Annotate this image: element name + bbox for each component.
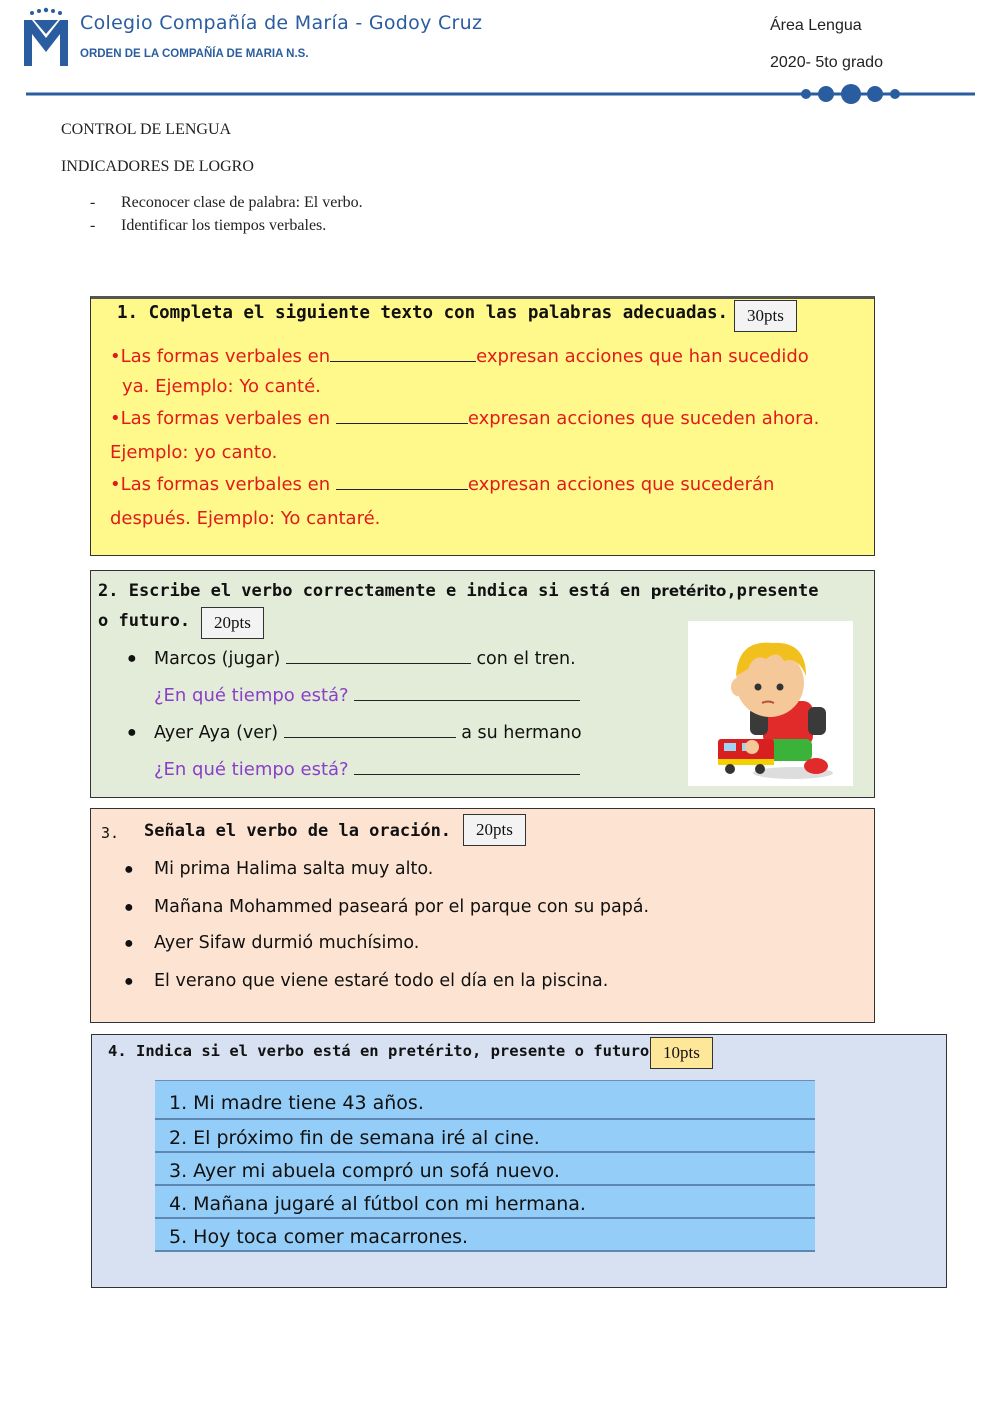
exercise-1-box [90,296,875,556]
school-order: ORDEN DE LA COMPAÑÍA DE MARIA N.S. [80,48,309,60]
answer-blank[interactable] [284,737,456,738]
answer-blank[interactable] [336,489,468,490]
table-row[interactable]: 2. El próximo fin de semana iré al cine. [155,1120,815,1153]
exercise-1-points: 30pts [734,300,797,332]
indicator-item: Reconocer clase de palabra: El verbo. [121,194,363,211]
answer-blank[interactable] [286,663,471,664]
school-grade: 2020- 5to grado [770,54,883,71]
sentence-line: ya. Ejemplo: Yo canté. [122,376,321,397]
exercise-3-box [90,808,875,1023]
dash-marker: - [90,217,96,234]
bullet-dot: ● [124,899,134,916]
exercise-3-number: 3. [101,824,120,842]
school-name: Colegio Compañía de María - Godoy Cruz [80,12,483,34]
dash-marker: - [90,194,96,211]
exercise-3-points: 20pts [463,814,526,846]
answer-blank[interactable] [354,700,580,701]
table-row[interactable]: 3. Ayer mi abuela compró un sofá nuevo. [155,1153,815,1186]
exercise-1-title: 1. Completa el siguiente texto con las palabras adecuadas. [117,303,729,323]
bullet-dot: ● [127,650,137,667]
answer-blank[interactable] [330,361,476,362]
sentence-item[interactable]: Mañana Mohammed paseará por el parque con su papá. [154,897,650,917]
school-logo-icon [20,6,72,70]
sentence-item[interactable]: Ayer Sifaw durmió muchísimo. [154,933,420,953]
bullet-dot: ● [124,973,134,990]
sentence-line: •Las formas verbales en expresan acciones que sucederán [110,474,775,495]
page-title: CONTROL DE LENGUA [61,121,232,138]
answer-blank[interactable] [354,774,580,775]
table-row[interactable]: 4. Mañana jugaré al fútbol con mi hermana. [155,1186,815,1219]
indicator-item: Identificar los tiempos verbales. [121,217,327,234]
boy-playing-train-icon [688,621,853,786]
verb-item: Ayer Aya (ver) a su hermano [154,723,582,743]
verb-item: Marcos (jugar) con el tren. [154,649,576,669]
header-divider [0,76,1000,106]
sentence-line: después. Ejemplo: Yo cantaré. [110,508,381,529]
sentence-table [155,1080,815,1252]
tense-question: ¿En qué tiempo está? [154,759,580,780]
bullet-dot: ● [127,724,137,741]
exercise-2-points: 20pts [201,607,264,639]
exercise-4-title: 4. Indica si el verbo está en pretérito, presente o futuro [108,1042,650,1060]
exercise-2-box [90,570,875,798]
table-row[interactable]: 5. Hoy toca comer macarrones. [155,1219,815,1252]
answer-blank[interactable] [336,423,468,424]
indicators-heading: INDICADORES DE LOGRO [61,158,254,175]
subject-area: Área Lengua [770,17,862,34]
table-row[interactable]: 1. Mi madre tiene 43 años. [155,1081,815,1120]
sentence-item[interactable]: El verano que viene estaré todo el día en la piscina. [154,971,609,991]
bullet-dot: ● [124,861,134,878]
exercise-4-points: 10pts [650,1037,713,1069]
exercise-3-title: Señala el verbo de la oración. [144,821,452,841]
tense-question: ¿En qué tiempo está? [154,685,580,706]
sentence-line: Ejemplo: yo canto. [110,442,278,463]
sentence-item[interactable]: Mi prima Halima salta muy alto. [154,859,434,879]
bullet-dot: ● [124,935,134,952]
sentence-line: •Las formas verbales en expresan acciones que han sucedido [110,346,809,367]
exercise-2-title: 2. Escribe el verbo correctamente e indica si está en pretérito,presente [98,581,819,601]
sentence-line: •Las formas verbales en expresan acciones que suceden ahora. [110,408,820,429]
exercise-2-title-cont: o futuro. [98,611,191,631]
